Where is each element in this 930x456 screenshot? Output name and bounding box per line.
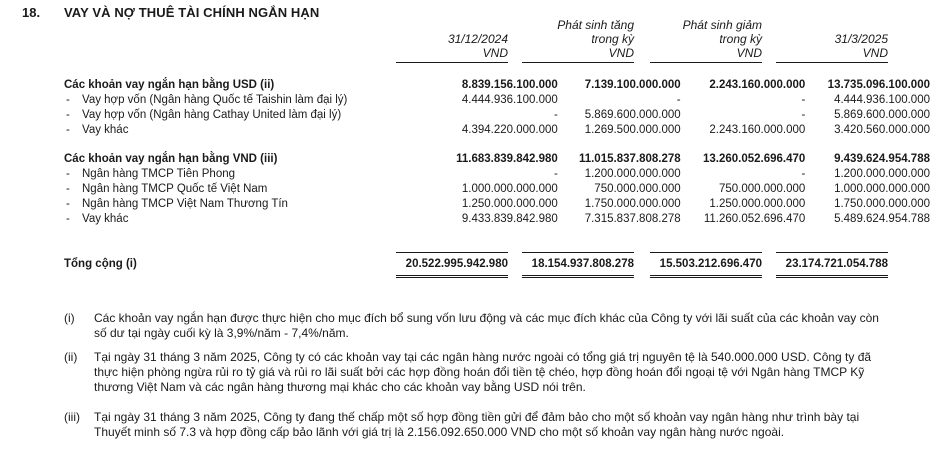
cell-value: 1.750.000.000.000 <box>834 198 930 210</box>
cell-value: 8.839.156.100.000 <box>461 79 558 91</box>
table-row <box>64 212 930 227</box>
row-label: Ngân hàng TMCP Việt Nam Thương Tín <box>82 198 288 210</box>
total-value: 20.522.995.942.980 <box>405 258 508 270</box>
total-top-rule <box>650 252 762 253</box>
table-row <box>64 93 930 108</box>
row-dash: - <box>66 124 70 136</box>
loans-table <box>64 78 930 227</box>
total-label: Tổng cộng (i) <box>64 258 137 270</box>
header-rule <box>650 62 762 63</box>
cell-value: 13.260.052.696.470 <box>702 153 806 165</box>
section-number: 18. <box>22 5 41 20</box>
total-double-rule <box>650 275 762 276</box>
total-double-rule <box>650 277 762 278</box>
col-header-unit: VND <box>736 46 762 60</box>
cell-value: 9.433.839.842.980 <box>461 213 558 225</box>
cell-value: 7.139.100.000.000 <box>584 79 681 91</box>
total-double-rule <box>396 277 508 278</box>
row-dash: - <box>66 213 70 225</box>
note-marker: (ii) <box>64 350 78 364</box>
col-header-line2: 31/3/2025 <box>834 32 888 46</box>
row-label: Ngân hàng TMCP Tiên Phong <box>82 168 236 180</box>
cell-value: 11.015.837.808.278 <box>578 153 681 165</box>
cell-value: - <box>676 94 681 106</box>
col-header-line2: trong kỳ <box>591 32 634 46</box>
col-header-unit: VND <box>482 46 508 60</box>
table-row <box>64 152 930 167</box>
cell-value: 1.269.500.000.000 <box>584 124 681 136</box>
cell-value: 750.000.000.000 <box>718 183 806 195</box>
cell-value: - <box>801 109 806 121</box>
total-double-rule <box>396 275 508 276</box>
cell-value: 11.683.839.842.980 <box>456 153 558 165</box>
table-row <box>64 167 930 182</box>
total-value: 23.174.721.054.788 <box>785 258 888 270</box>
row-label: Vay hợp vốn (Ngân hàng Quốc tế Taishin làm đại lý) <box>82 94 348 106</box>
row-label: Vay khác <box>82 124 129 136</box>
cell-value: 13.735.096.100.000 <box>827 79 930 91</box>
total-top-rule <box>776 252 888 253</box>
cell-value: 3.420.560.000.000 <box>834 124 930 136</box>
row-dash: - <box>66 94 70 106</box>
table-row <box>64 123 930 138</box>
total-double-rule <box>776 277 888 278</box>
row-dash: - <box>66 198 70 210</box>
cell-value: 750.000.000.000 <box>594 183 681 195</box>
col-header-unit: VND <box>608 46 634 60</box>
cell-value: 4.444.936.100.000 <box>834 94 930 106</box>
col-header-closing <box>764 32 888 60</box>
cell-value: 1.000.000.000.000 <box>834 183 930 195</box>
total-double-rule <box>522 277 634 278</box>
cell-value: 4.394.220.000.000 <box>461 124 558 136</box>
table-row <box>64 78 930 93</box>
header-rule <box>522 62 634 63</box>
cell-value: 5.489.624.954.788 <box>834 213 930 225</box>
col-header-increase <box>510 18 634 60</box>
note-marker: (i) <box>64 311 75 325</box>
table-row <box>64 182 930 197</box>
col-header-unit: VND <box>862 46 888 60</box>
col-header-opening <box>384 32 508 60</box>
cell-value: 2.243.160.000.000 <box>709 124 806 136</box>
cell-value: 11.260.052.696.470 <box>703 213 806 225</box>
header-rule <box>776 62 888 63</box>
cell-value: 5.869.600.000.000 <box>834 109 930 121</box>
section-title: VAY VÀ NỢ THUÊ TÀI CHÍNH NGẮN HẠN <box>64 5 320 20</box>
cell-value: - <box>801 168 806 180</box>
cell-value: - <box>801 94 806 106</box>
cell-value: 1.000.000.000.000 <box>461 183 558 195</box>
total-value: 18.154.937.808.278 <box>531 258 634 270</box>
total-double-rule <box>522 275 634 276</box>
note-text: Tại ngày 31 tháng 3 năm 2025, Công ty có các khoản vay tại các ngân hàng nước ngoài có tổng giá trị nguyên tệ là 540.000.000 USD. Công ty đã thực hiện phòng ngừa rủi ro tỷ giá và rủi ro lãi suất bởi các hợp đồng hoán đổi tiền tệ chéo, hợp đồng hoán đổi ngoại tệ với Ngân hàng TMCP Kỹ thương Việt Nam và các ngân hàng thương mại khác cho các khoản vay bằng USD nói trên. <box>94 350 872 394</box>
col-header-decrease <box>638 18 762 60</box>
row-label: Ngân hàng TMCP Quốc tế Việt Nam <box>82 183 268 195</box>
row-dash: - <box>66 168 70 180</box>
row-label: Vay hợp vốn (Ngân hàng Cathay United làm đại lý) <box>82 109 342 121</box>
cell-value: 1.250.000.000.000 <box>709 198 806 210</box>
table-row <box>64 108 930 123</box>
total-double-rule <box>776 275 888 276</box>
cell-value: 1.200.000.000.000 <box>834 168 930 180</box>
col-header-line1: Phát sinh tăng <box>557 18 634 32</box>
cell-value: 5.869.600.000.000 <box>584 109 681 121</box>
cell-value: 9.439.624.954.788 <box>834 153 930 165</box>
row-dash: - <box>66 109 70 121</box>
row-dash: - <box>66 183 70 195</box>
header-rule <box>396 62 508 63</box>
total-top-rule <box>522 252 634 253</box>
group-label-vnd: Các khoản vay ngắn hạn bằng VND (iii) <box>64 153 278 165</box>
cell-value: 1.750.000.000.000 <box>584 198 681 210</box>
col-header-line2: 31/12/2024 <box>447 32 508 46</box>
total-top-rule <box>396 252 508 253</box>
cell-value: 1.200.000.000.000 <box>584 168 681 180</box>
note-text: Tại ngày 31 tháng 3 năm 2025, Công ty đang thế chấp một số hợp đồng tiền gửi để đảm bảo cho một số khoản vay ngân hàng như trình bày tại Thuyết minh số 7.3 và hợp đồng cấp bảo lãnh với giá trị là 2.156.092.650.000 VND cho một số khoản vay ngân hàng nước ngoài. <box>94 410 860 439</box>
cell-value: - <box>553 168 558 180</box>
col-header-line1: Phát sinh giảm <box>682 18 762 32</box>
cell-value: 7.315.837.808.278 <box>584 213 681 225</box>
cell-value: 2.243.160.000.000 <box>709 79 806 91</box>
total-value: 15.503.212.696.470 <box>659 258 762 270</box>
cell-value: - <box>553 109 558 121</box>
note-text: Các khoản vay ngắn hạn được thực hiện cho mục đích bổ sung vốn lưu động và các mục đích khác của Công ty với lãi suất của các khoản vay còn số dư tại ngày cuối kỳ là 3,9%/năm - 7,4%/năm. <box>94 311 879 340</box>
cell-value: 4.444.936.100.000 <box>461 94 558 106</box>
group-label-usd: Các khoản vay ngắn hạn bằng USD (ii) <box>64 79 275 91</box>
col-header-line2: trong kỳ <box>719 32 762 46</box>
cell-value: 1.250.000.000.000 <box>461 198 558 210</box>
note-marker: (iii) <box>64 410 80 424</box>
row-label: Vay khác <box>82 213 129 225</box>
table-row <box>64 197 930 212</box>
